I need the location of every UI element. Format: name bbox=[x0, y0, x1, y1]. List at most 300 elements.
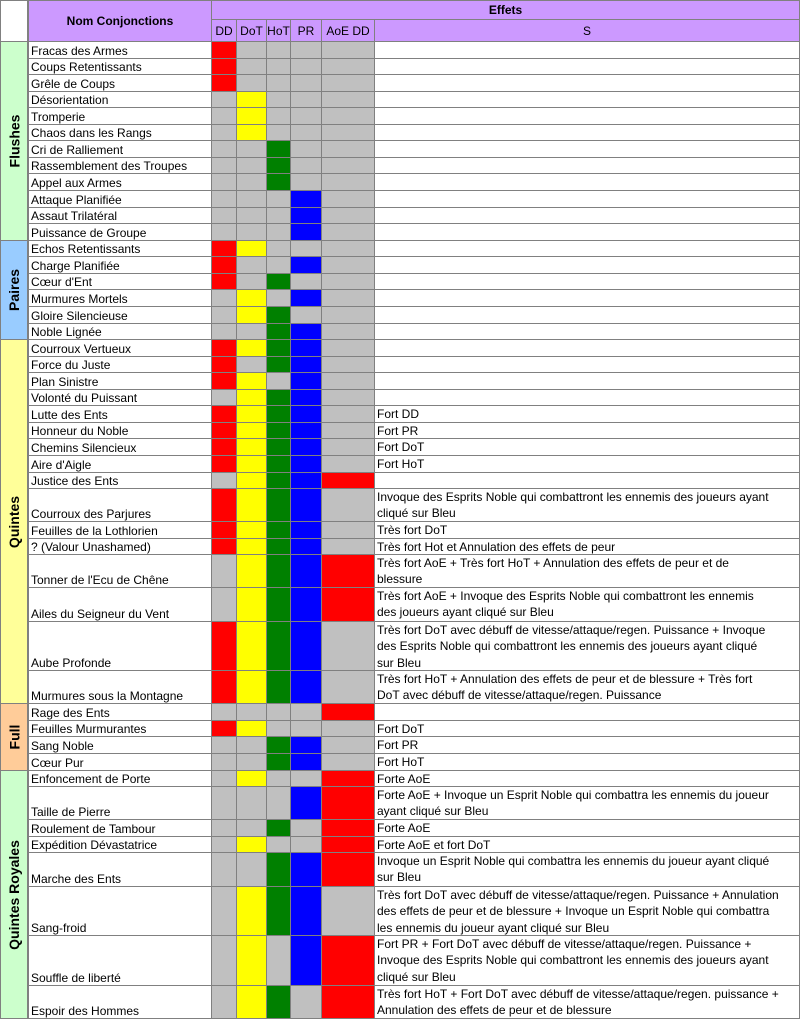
conjunction-name: Appel aux Armes bbox=[28, 174, 212, 191]
dd-effect-cell bbox=[212, 92, 237, 108]
effect-description bbox=[375, 771, 800, 787]
dd-effect-cell bbox=[212, 853, 237, 887]
pr-effect-cell bbox=[291, 820, 322, 837]
aoe-dd-effect-cell bbox=[322, 737, 375, 754]
dot-effect-cell bbox=[237, 307, 267, 324]
dot-effect-cell bbox=[237, 75, 267, 92]
hot-effect-cell bbox=[267, 439, 291, 456]
aoe-dd-effect-cell bbox=[322, 340, 375, 357]
pr-effect-cell bbox=[291, 208, 322, 224]
effect-description bbox=[375, 489, 800, 522]
hot-effect-cell bbox=[267, 787, 291, 820]
dot-effect-cell bbox=[237, 737, 267, 754]
group-label-paires bbox=[0, 241, 28, 340]
hot-effect-cell bbox=[267, 340, 291, 357]
conjunction-name: Cœur Pur bbox=[28, 754, 212, 771]
aoe-dd-effect-cell bbox=[322, 241, 375, 257]
dot-effect-cell bbox=[237, 357, 267, 373]
conjunction-name: Courroux des Parjures bbox=[28, 489, 212, 522]
header-col-hot: HoT bbox=[267, 20, 291, 42]
dot-effect-cell bbox=[237, 671, 267, 704]
dd-effect-cell bbox=[212, 473, 237, 489]
effect-description bbox=[375, 986, 800, 1019]
conjunction-name: Echos Retentissants bbox=[28, 241, 212, 257]
aoe-dd-effect-cell bbox=[322, 257, 375, 274]
hot-effect-cell bbox=[267, 390, 291, 406]
conjunction-name: Rage des Ents bbox=[28, 704, 212, 721]
dot-effect-cell bbox=[237, 340, 267, 357]
hot-effect-cell bbox=[267, 887, 291, 936]
effect-description bbox=[375, 439, 800, 456]
effect-description bbox=[375, 257, 800, 274]
effect-description bbox=[375, 75, 800, 92]
description-line: Fort DoT bbox=[377, 722, 425, 736]
description-line: Forte AoE bbox=[377, 821, 431, 835]
effect-description bbox=[375, 42, 800, 59]
dd-effect-cell bbox=[212, 208, 237, 224]
effect-description bbox=[375, 671, 800, 704]
description-line: Forte AoE et fort DoT bbox=[377, 838, 491, 852]
conjunction-name: Lutte des Ents bbox=[28, 406, 212, 423]
conjunction-name: Cri de Ralliement bbox=[28, 141, 212, 158]
hot-effect-cell bbox=[267, 357, 291, 373]
aoe-dd-effect-cell bbox=[322, 853, 375, 887]
pr-effect-cell bbox=[291, 522, 322, 539]
group-label-text: Full bbox=[5, 724, 22, 750]
pr-effect-cell bbox=[291, 473, 322, 489]
dot-effect-cell bbox=[237, 373, 267, 390]
aoe-dd-effect-cell bbox=[322, 456, 375, 473]
description-line: Très fort HoT + Annulation des effets de peur et de blessure + Très fort bbox=[377, 672, 753, 686]
aoe-dd-effect-cell bbox=[322, 721, 375, 737]
conjunction-name: Force du Juste bbox=[28, 357, 212, 373]
dd-effect-cell bbox=[212, 721, 237, 737]
pr-effect-cell bbox=[291, 555, 322, 588]
description-line: Très fort AoE + Invoque des Esprits Noble qui combattront les ennemis bbox=[377, 589, 754, 603]
dd-effect-cell bbox=[212, 373, 237, 390]
header-effects: Effets bbox=[212, 0, 800, 20]
hot-effect-cell bbox=[267, 423, 291, 439]
hot-effect-cell bbox=[267, 704, 291, 721]
conjunction-name: Aube Profonde bbox=[28, 622, 212, 671]
hot-effect-cell bbox=[267, 936, 291, 986]
hot-effect-cell bbox=[267, 721, 291, 737]
effect-description bbox=[375, 754, 800, 771]
dot-effect-cell bbox=[237, 290, 267, 307]
conjunction-name: Tonner de l'Ecu de Chêne bbox=[28, 555, 212, 588]
aoe-dd-effect-cell bbox=[322, 92, 375, 108]
conjunction-name: Taille de Pierre bbox=[28, 787, 212, 820]
effect-description bbox=[375, 108, 800, 125]
dot-effect-cell bbox=[237, 936, 267, 986]
description-line: Fort HoT bbox=[377, 755, 425, 769]
dd-effect-cell bbox=[212, 241, 237, 257]
aoe-dd-effect-cell bbox=[322, 357, 375, 373]
hot-effect-cell bbox=[267, 737, 291, 754]
description-line: Fort DD bbox=[377, 407, 419, 421]
effect-description bbox=[375, 241, 800, 257]
dd-effect-cell bbox=[212, 671, 237, 704]
hot-effect-cell bbox=[267, 539, 291, 555]
aoe-dd-effect-cell bbox=[322, 754, 375, 771]
conjunction-name: Murmures Mortels bbox=[28, 290, 212, 307]
pr-effect-cell bbox=[291, 92, 322, 108]
dd-effect-cell bbox=[212, 887, 237, 936]
pr-effect-cell bbox=[291, 390, 322, 406]
hot-effect-cell bbox=[267, 75, 291, 92]
hot-effect-cell bbox=[267, 373, 291, 390]
hot-effect-cell bbox=[267, 174, 291, 191]
dd-effect-cell bbox=[212, 108, 237, 125]
dot-effect-cell bbox=[237, 787, 267, 820]
conjunction-name: Coups Retentissants bbox=[28, 59, 212, 75]
hot-effect-cell bbox=[267, 224, 291, 241]
aoe-dd-effect-cell bbox=[322, 771, 375, 787]
dd-effect-cell bbox=[212, 737, 237, 754]
dd-effect-cell bbox=[212, 174, 237, 191]
pr-effect-cell bbox=[291, 986, 322, 1019]
effect-description bbox=[375, 456, 800, 473]
dot-effect-cell bbox=[237, 423, 267, 439]
dd-effect-cell bbox=[212, 622, 237, 671]
description-line: Fort DoT bbox=[377, 440, 425, 454]
effect-description bbox=[375, 721, 800, 737]
group-label-full bbox=[0, 704, 28, 771]
description-line: Fort PR bbox=[377, 424, 419, 438]
dd-effect-cell bbox=[212, 489, 237, 522]
pr-effect-cell bbox=[291, 274, 322, 290]
effect-description bbox=[375, 588, 800, 622]
effect-description bbox=[375, 853, 800, 887]
hot-effect-cell bbox=[267, 489, 291, 522]
conjunction-name: Assaut Trilatéral bbox=[28, 208, 212, 224]
conjunction-name: Chaos dans les Rangs bbox=[28, 125, 212, 141]
dot-effect-cell bbox=[237, 390, 267, 406]
pr-effect-cell bbox=[291, 622, 322, 671]
hot-effect-cell bbox=[267, 241, 291, 257]
group-label-text: Quintes bbox=[6, 495, 22, 548]
hot-effect-cell bbox=[267, 158, 291, 174]
hot-effect-cell bbox=[267, 108, 291, 125]
conjunction-name: Plan Sinistre bbox=[28, 373, 212, 390]
dd-effect-cell bbox=[212, 704, 237, 721]
group-label-quintes-royales bbox=[0, 771, 28, 1019]
pr-effect-cell bbox=[291, 158, 322, 174]
effect-description bbox=[375, 307, 800, 324]
header-col-dd: DD bbox=[212, 20, 237, 42]
dot-effect-cell bbox=[237, 622, 267, 671]
description-line: sur Bleu bbox=[377, 870, 422, 885]
dot-effect-cell bbox=[237, 191, 267, 208]
hot-effect-cell bbox=[267, 671, 291, 704]
pr-effect-cell bbox=[291, 141, 322, 158]
pr-effect-cell bbox=[291, 737, 322, 754]
pr-effect-cell bbox=[291, 721, 322, 737]
dot-effect-cell bbox=[237, 274, 267, 290]
hot-effect-cell bbox=[267, 820, 291, 837]
effect-description bbox=[375, 837, 800, 853]
group-label-text: Quintes Royales bbox=[6, 839, 23, 950]
description-line: Forte AoE bbox=[377, 772, 431, 786]
description-line: Très fort DoT avec débuff de vitesse/attaque/regen. Puissance + Annulation bbox=[377, 888, 779, 902]
effect-description bbox=[375, 340, 800, 357]
hot-effect-cell bbox=[267, 324, 291, 340]
aoe-dd-effect-cell bbox=[322, 390, 375, 406]
hot-effect-cell bbox=[267, 191, 291, 208]
hot-effect-cell bbox=[267, 257, 291, 274]
description-line: DoT avec débuff de vitesse/attaque/regen. Puissance bbox=[377, 688, 662, 703]
description-line: des joueurs ayant cliqué sur Bleu bbox=[377, 605, 554, 620]
effect-description bbox=[375, 936, 800, 986]
aoe-dd-effect-cell bbox=[322, 290, 375, 307]
effect-description bbox=[375, 473, 800, 489]
dot-effect-cell bbox=[237, 887, 267, 936]
group-label-text: Paires bbox=[6, 268, 23, 312]
dot-effect-cell bbox=[237, 588, 267, 622]
aoe-dd-effect-cell bbox=[322, 622, 375, 671]
pr-effect-cell bbox=[291, 241, 322, 257]
aoe-dd-effect-cell bbox=[322, 42, 375, 59]
aoe-dd-effect-cell bbox=[322, 986, 375, 1019]
aoe-dd-effect-cell bbox=[322, 274, 375, 290]
dot-effect-cell bbox=[237, 406, 267, 423]
aoe-dd-effect-cell bbox=[322, 588, 375, 622]
aoe-dd-effect-cell bbox=[322, 108, 375, 125]
pr-effect-cell bbox=[291, 837, 322, 853]
effect-description bbox=[375, 820, 800, 837]
description-line: Très fort DoT avec débuff de vitesse/attaque/regen. Puissance + Invoque bbox=[377, 623, 766, 637]
aoe-dd-effect-cell bbox=[322, 820, 375, 837]
pr-effect-cell bbox=[291, 671, 322, 704]
dd-effect-cell bbox=[212, 390, 237, 406]
dot-effect-cell bbox=[237, 158, 267, 174]
aoe-dd-effect-cell bbox=[322, 787, 375, 820]
dot-effect-cell bbox=[237, 224, 267, 241]
description-line: ayant cliqué sur Bleu bbox=[377, 804, 489, 819]
effect-description bbox=[375, 357, 800, 373]
hot-effect-cell bbox=[267, 473, 291, 489]
dd-effect-cell bbox=[212, 539, 237, 555]
description-line: Fort PR + Fort DoT avec débuff de vitesse/attaque/regen. Puissance + bbox=[377, 937, 752, 951]
conjunction-name: ? (Valour Unashamed) bbox=[28, 539, 212, 555]
pr-effect-cell bbox=[291, 307, 322, 324]
conjunction-name: Grêle de Coups bbox=[28, 75, 212, 92]
dot-effect-cell bbox=[237, 208, 267, 224]
description-line: les ennemis du joueur ayant cliqué sur Bleu bbox=[377, 920, 610, 935]
description-line: Très fort AoE + Très fort HoT + Annulation des effets de peur et de bbox=[377, 556, 729, 570]
dd-effect-cell bbox=[212, 357, 237, 373]
conjunction-name: Expédition Dévastatrice bbox=[28, 837, 212, 853]
dd-effect-cell bbox=[212, 224, 237, 241]
hot-effect-cell bbox=[267, 771, 291, 787]
aoe-dd-effect-cell bbox=[322, 307, 375, 324]
pr-effect-cell bbox=[291, 108, 322, 125]
conjunction-name: Tromperie bbox=[28, 108, 212, 125]
conjunction-name: Feuilles Murmurantes bbox=[28, 721, 212, 737]
pr-effect-cell bbox=[291, 42, 322, 59]
conjunction-name: Roulement de Tambour bbox=[28, 820, 212, 837]
dot-effect-cell bbox=[237, 456, 267, 473]
effect-description bbox=[375, 290, 800, 307]
aoe-dd-effect-cell bbox=[322, 936, 375, 986]
conjunction-name: Fracas des Armes bbox=[28, 42, 212, 59]
aoe-dd-effect-cell bbox=[322, 141, 375, 158]
dot-effect-cell bbox=[237, 42, 267, 59]
description-line: Annulation des effets de peur et de blessure bbox=[377, 1003, 612, 1018]
group-label-text: Flushes bbox=[6, 114, 22, 168]
header-col-s: S bbox=[375, 20, 800, 42]
hot-effect-cell bbox=[267, 588, 291, 622]
dd-effect-cell bbox=[212, 771, 237, 787]
dot-effect-cell bbox=[237, 820, 267, 837]
hot-effect-cell bbox=[267, 754, 291, 771]
aoe-dd-effect-cell bbox=[322, 191, 375, 208]
conjunction-name: Marche des Ents bbox=[28, 853, 212, 887]
description-line: sur Bleu bbox=[377, 655, 422, 670]
effect-description bbox=[375, 423, 800, 439]
description-line: Invoque des Esprits Noble qui combattront les ennemis des joueurs ayant bbox=[377, 490, 769, 504]
description-line: Invoque un Esprit Noble qui combattra les ennemis du joueur ayant cliqué bbox=[377, 854, 770, 868]
dd-effect-cell bbox=[212, 307, 237, 324]
conjunction-name: Honneur du Noble bbox=[28, 423, 212, 439]
dot-effect-cell bbox=[237, 754, 267, 771]
dot-effect-cell bbox=[237, 853, 267, 887]
dot-effect-cell bbox=[237, 174, 267, 191]
dot-effect-cell bbox=[237, 721, 267, 737]
dd-effect-cell bbox=[212, 340, 237, 357]
dot-effect-cell bbox=[237, 489, 267, 522]
hot-effect-cell bbox=[267, 42, 291, 59]
description-line: Très fort HoT + Fort DoT avec débuff de vitesse/attaque/regen. puissance + bbox=[377, 987, 779, 1001]
aoe-dd-effect-cell bbox=[322, 439, 375, 456]
aoe-dd-effect-cell bbox=[322, 406, 375, 423]
pr-effect-cell bbox=[291, 357, 322, 373]
effect-description bbox=[375, 141, 800, 158]
conjunction-name: Justice des Ents bbox=[28, 473, 212, 489]
dot-effect-cell bbox=[237, 108, 267, 125]
dd-effect-cell bbox=[212, 274, 237, 290]
conjunction-name: Souffle de liberté bbox=[28, 936, 212, 986]
dot-effect-cell bbox=[237, 837, 267, 853]
effect-description bbox=[375, 887, 800, 936]
pr-effect-cell bbox=[291, 489, 322, 522]
pr-effect-cell bbox=[291, 456, 322, 473]
pr-effect-cell bbox=[291, 406, 322, 423]
description-line: cliqué sur Bleu bbox=[377, 969, 456, 984]
dd-effect-cell bbox=[212, 59, 237, 75]
conjunction-name: Espoir des Hommes bbox=[28, 986, 212, 1019]
pr-effect-cell bbox=[291, 704, 322, 721]
description-line: Invoque des Esprits Noble qui combattront les ennemis des joueurs ayant bbox=[377, 953, 769, 968]
pr-effect-cell bbox=[291, 125, 322, 141]
aoe-dd-effect-cell bbox=[322, 473, 375, 489]
hot-effect-cell bbox=[267, 92, 291, 108]
pr-effect-cell bbox=[291, 191, 322, 208]
conjunction-name: Sang Noble bbox=[28, 737, 212, 754]
hot-effect-cell bbox=[267, 406, 291, 423]
conjunction-name: Murmures sous la Montagne bbox=[28, 671, 212, 704]
corner-cell bbox=[0, 0, 28, 42]
aoe-dd-effect-cell bbox=[322, 324, 375, 340]
description-line: Très fort DoT bbox=[377, 523, 448, 537]
pr-effect-cell bbox=[291, 887, 322, 936]
aoe-dd-effect-cell bbox=[322, 59, 375, 75]
dd-effect-cell bbox=[212, 439, 237, 456]
dd-effect-cell bbox=[212, 158, 237, 174]
conjunction-name: Feuilles de la Lothlorien bbox=[28, 522, 212, 539]
conjunction-name: Enfoncement de Porte bbox=[28, 771, 212, 787]
aoe-dd-effect-cell bbox=[322, 489, 375, 522]
hot-effect-cell bbox=[267, 141, 291, 158]
description-line: cliqué sur Bleu bbox=[377, 506, 456, 521]
dd-effect-cell bbox=[212, 191, 237, 208]
dot-effect-cell bbox=[237, 59, 267, 75]
dd-effect-cell bbox=[212, 456, 237, 473]
hot-effect-cell bbox=[267, 274, 291, 290]
description-line: Forte AoE + Invoque un Esprit Noble qui combattra les ennemis du joueur bbox=[377, 788, 769, 802]
conjunction-name: Rassemblement des Troupes bbox=[28, 158, 212, 174]
pr-effect-cell bbox=[291, 423, 322, 439]
effect-description bbox=[375, 522, 800, 539]
dot-effect-cell bbox=[237, 257, 267, 274]
dot-effect-cell bbox=[237, 473, 267, 489]
hot-effect-cell bbox=[267, 208, 291, 224]
aoe-dd-effect-cell bbox=[322, 423, 375, 439]
aoe-dd-effect-cell bbox=[322, 671, 375, 704]
description-line: blessure bbox=[377, 572, 423, 587]
dd-effect-cell bbox=[212, 42, 237, 59]
conjunction-name: Gloire Silencieuse bbox=[28, 307, 212, 324]
description-line: des effets de peur et de blessure + Invoque un Esprit Noble qui combattra bbox=[377, 904, 770, 919]
hot-effect-cell bbox=[267, 986, 291, 1019]
hot-effect-cell bbox=[267, 290, 291, 307]
conjunction-name: Charge Planifiée bbox=[28, 257, 212, 274]
dd-effect-cell bbox=[212, 837, 237, 853]
group-label-quintes bbox=[0, 340, 28, 704]
pr-effect-cell bbox=[291, 290, 322, 307]
pr-effect-cell bbox=[291, 539, 322, 555]
pr-effect-cell bbox=[291, 754, 322, 771]
conjunction-name: Ailes du Seigneur du Vent bbox=[28, 588, 212, 622]
pr-effect-cell bbox=[291, 771, 322, 787]
pr-effect-cell bbox=[291, 787, 322, 820]
pr-effect-cell bbox=[291, 257, 322, 274]
hot-effect-cell bbox=[267, 456, 291, 473]
dot-effect-cell bbox=[237, 125, 267, 141]
hot-effect-cell bbox=[267, 555, 291, 588]
dd-effect-cell bbox=[212, 423, 237, 439]
header-col-aoe-dd: AoE DD bbox=[322, 20, 375, 42]
header-col-pr: PR bbox=[291, 20, 322, 42]
dot-effect-cell bbox=[237, 241, 267, 257]
hot-effect-cell bbox=[267, 622, 291, 671]
pr-effect-cell bbox=[291, 588, 322, 622]
pr-effect-cell bbox=[291, 853, 322, 887]
dot-effect-cell bbox=[237, 771, 267, 787]
dd-effect-cell bbox=[212, 522, 237, 539]
header-title: Nom Conjonctions bbox=[28, 0, 212, 42]
effect-description bbox=[375, 125, 800, 141]
aoe-dd-effect-cell bbox=[322, 837, 375, 853]
dd-effect-cell bbox=[212, 290, 237, 307]
dd-effect-cell bbox=[212, 75, 237, 92]
effect-description bbox=[375, 324, 800, 340]
header-col-dot: DoT bbox=[237, 20, 267, 42]
aoe-dd-effect-cell bbox=[322, 373, 375, 390]
pr-effect-cell bbox=[291, 324, 322, 340]
aoe-dd-effect-cell bbox=[322, 75, 375, 92]
effect-description bbox=[375, 737, 800, 754]
